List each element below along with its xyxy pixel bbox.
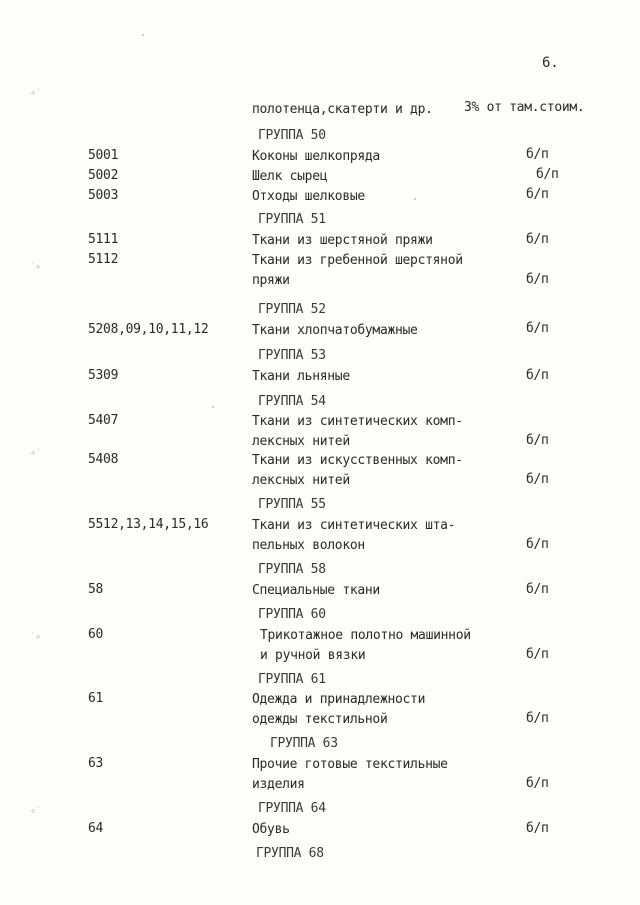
- item-code: 5407: [88, 413, 119, 428]
- paper-speck: [212, 406, 214, 408]
- item-description: Обувь: [252, 822, 290, 837]
- item-description: Ткани из синтетических комп-: [252, 414, 463, 429]
- group-title: ГРУППА 52: [258, 302, 326, 317]
- item-description-continued: лексных нитей: [252, 473, 350, 488]
- group-title: ГРУППА 63: [270, 736, 338, 751]
- item-duty-mark: б/п: [526, 472, 549, 487]
- group-title: ГРУППА 55: [258, 497, 326, 512]
- item-code: 5111: [88, 232, 119, 247]
- item-duty-mark: б/п: [526, 272, 549, 287]
- item-code: 5208,09,10,11,12: [88, 322, 209, 337]
- header-line-duty: 3% от там.стоим.: [464, 100, 585, 115]
- item-description: Ткани из шерстяной пряжи: [252, 233, 433, 248]
- item-duty-mark: б/п: [526, 368, 549, 383]
- paper-speck: [414, 198, 416, 200]
- item-duty-mark: б/п: [526, 433, 549, 448]
- header-line-text: полотенца,скатерти и др.: [252, 102, 433, 117]
- item-duty-mark: б/п: [526, 647, 549, 662]
- item-code: 58: [88, 582, 104, 597]
- page-number: 6.: [542, 55, 559, 71]
- item-description-continued: и ручной вязки: [260, 648, 366, 663]
- item-duty-mark: б/п: [526, 711, 549, 726]
- item-code: 5001: [88, 148, 119, 163]
- item-description: Ткани хлопчатобумажные: [252, 323, 418, 338]
- item-duty-mark: б/п: [526, 321, 549, 336]
- item-code: 63: [88, 756, 104, 771]
- item-code: 60: [88, 627, 104, 642]
- item-duty-mark: б/п: [526, 821, 549, 836]
- item-description: Шелк сырец: [252, 169, 328, 184]
- item-description-continued: одежды текстильной: [252, 712, 388, 727]
- item-description-continued: пельных волокон: [252, 538, 365, 553]
- group-title: ГРУППА 54: [258, 394, 326, 409]
- group-title: ГРУППА 51: [258, 212, 326, 227]
- item-duty-mark: б/п: [526, 582, 549, 597]
- item-code: 61: [88, 691, 104, 706]
- item-duty-mark: б/п: [526, 537, 549, 552]
- binder-hole-mark: ∘˙: [30, 88, 41, 99]
- item-description: Трикотажное полотно машинной: [260, 628, 471, 643]
- item-description: Прочие готовые текстильные: [252, 757, 448, 772]
- item-code: 5408: [88, 452, 119, 467]
- item-code: 5003: [88, 188, 119, 203]
- item-description: Одежда и принадлежности: [252, 692, 426, 707]
- item-description: Ткани льняные: [252, 369, 350, 384]
- item-duty-mark: б/п: [526, 776, 549, 791]
- group-title: ГРУППА 53: [258, 348, 326, 363]
- item-description-continued: лексных нитей: [252, 434, 350, 449]
- item-description: Отходы шелковые: [252, 189, 365, 204]
- binder-hole-mark: ˙∘: [30, 262, 41, 273]
- group-title: ГРУППА 64: [258, 801, 326, 816]
- binder-hole-mark: ˙∘: [30, 632, 41, 643]
- item-description: Ткани из искусственных комп-: [252, 453, 463, 468]
- item-code: 5112: [88, 252, 119, 267]
- binder-hole-mark: ∘˙: [30, 806, 41, 817]
- item-description: Ткани из гребенной шерстяной: [252, 253, 463, 268]
- item-code: 64: [88, 821, 104, 836]
- item-duty-mark: б/п: [536, 167, 559, 182]
- group-title: ГРУППА 61: [258, 672, 326, 687]
- binder-hole-mark: ∘˙: [30, 448, 41, 459]
- item-duty-mark: б/п: [526, 187, 549, 202]
- item-description: Специальные ткани: [252, 583, 380, 598]
- item-description: Ткани из синтетических шта-: [252, 518, 456, 533]
- item-description-continued: пряжи: [252, 273, 290, 288]
- item-code: 5512,13,14,15,16: [88, 517, 209, 532]
- group-title: ГРУППА 60: [258, 607, 326, 622]
- item-duty-mark: б/п: [526, 147, 549, 162]
- paper-speck: [142, 34, 144, 36]
- item-description-continued: изделия: [252, 777, 305, 792]
- item-code: 5309: [88, 368, 119, 383]
- item-code: 5002: [88, 168, 119, 183]
- group-title: ГРУППА 68: [256, 846, 324, 861]
- item-description: Коконы шелкопряда: [252, 149, 380, 164]
- group-title: ГРУППА 58: [258, 562, 326, 577]
- group-title: ГРУППА 50: [258, 128, 326, 143]
- item-duty-mark: б/п: [526, 232, 549, 247]
